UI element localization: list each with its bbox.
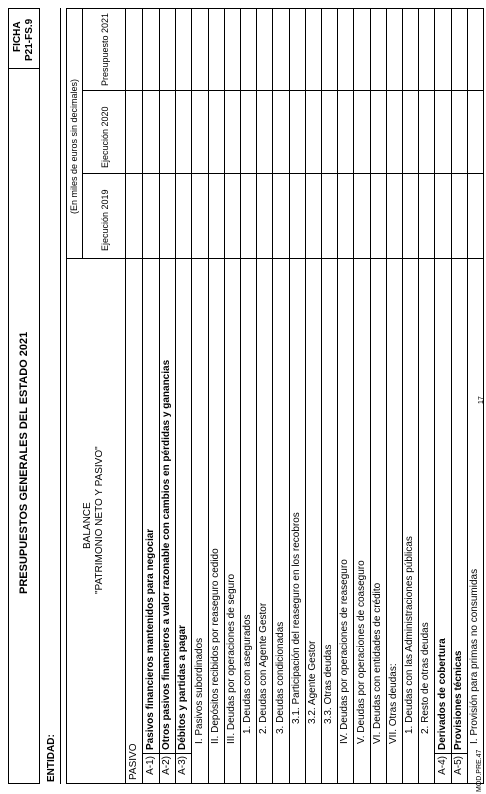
row-code: A-3)	[177, 756, 189, 775]
row-label: 2. Resto de otras deudas	[420, 622, 432, 734]
table-row	[240, 8, 257, 784]
footer-code: MOD.PRE.47	[476, 749, 483, 792]
row-label: 2. Deudas con Agente Gestor	[258, 602, 270, 734]
table-row	[143, 8, 160, 784]
table-row	[418, 8, 435, 784]
table-row	[159, 8, 176, 784]
balance-title: BALANCE	[82, 502, 93, 549]
table-row	[256, 8, 273, 784]
row-label: 1. Deudas con asegurados	[242, 614, 254, 734]
section-row	[126, 8, 143, 784]
row-label: VI. Deudas con entidades de crédito	[371, 582, 383, 744]
units-note: (En miles de euros sin decimales)	[69, 78, 79, 214]
row-label: 3.2. Agente Gestor	[307, 640, 318, 724]
document-title: PRESUPUESTOS GENERALES DEL ESTADO 2021	[18, 331, 30, 594]
table-row	[402, 8, 419, 784]
row-label: 3.3. Otras deudas	[323, 644, 335, 724]
table-row	[337, 8, 354, 784]
row-label: Derivados de cobertura	[436, 638, 448, 750]
table-row	[224, 8, 241, 784]
row-label: IV. Deudas por operaciones de reaseguro	[339, 559, 351, 744]
row-code: A-2)	[161, 756, 173, 775]
col-header-2020: Ejecución 2020	[100, 106, 110, 168]
table-row	[370, 8, 387, 784]
table-row	[208, 8, 225, 784]
table-row	[321, 8, 338, 784]
col-header-2019: Ejecución 2019	[100, 189, 110, 251]
row-code: A-4)	[436, 756, 448, 775]
row-label: 3. Deudas condicionadas	[274, 621, 286, 734]
row-label: Pasivos financieros mantenidos para negociar	[145, 528, 156, 750]
row-label: II. Depósitos recibidos por reaseguro cedido	[209, 548, 221, 744]
row-label: Provisiones técnicas	[452, 650, 464, 750]
ficha-label: FICHA	[12, 21, 23, 52]
row-code: A-5)	[452, 756, 464, 775]
ficha-code: P21-FS.9	[24, 18, 35, 61]
row-label: 1. Deudas con las Administraciones públicas	[404, 536, 416, 734]
row-label: I. Provisión para primas no consumidas	[469, 568, 480, 744]
row-label: Otros pasivos financieros a valor razonable con cambios en pérdidas y ganancias	[161, 359, 173, 750]
table-row	[289, 8, 306, 784]
row-label: VII. Otras deudas:	[388, 663, 399, 744]
row-label: 3.1. Participación del reaseguro en los recobros	[290, 512, 302, 724]
table-row	[451, 8, 468, 784]
row-code: A-1)	[145, 756, 156, 775]
table-row	[273, 8, 290, 784]
table-row	[175, 8, 192, 784]
balance-subtitle: "PATRIMONIO NETO Y PASIVO"	[94, 446, 105, 594]
page-number: 17	[478, 396, 485, 404]
col-header-2021: Presupuesto 2021	[100, 12, 110, 86]
entidad-label: ENTIDAD:	[46, 734, 57, 782]
section-label: PASIVO	[128, 743, 139, 780]
table-row	[192, 8, 209, 784]
table-row	[386, 8, 403, 784]
row-label: Débitos y partidas a pagar	[177, 624, 189, 750]
row-label: III. Deudas por operaciones de seguro	[226, 573, 237, 744]
table-row	[305, 8, 322, 784]
row-label: V. Deudas por operaciones de coaseguro	[355, 560, 367, 744]
row-label: I. Pasivos subordinados	[193, 637, 205, 744]
table-row	[435, 8, 452, 784]
table-row	[354, 8, 371, 784]
